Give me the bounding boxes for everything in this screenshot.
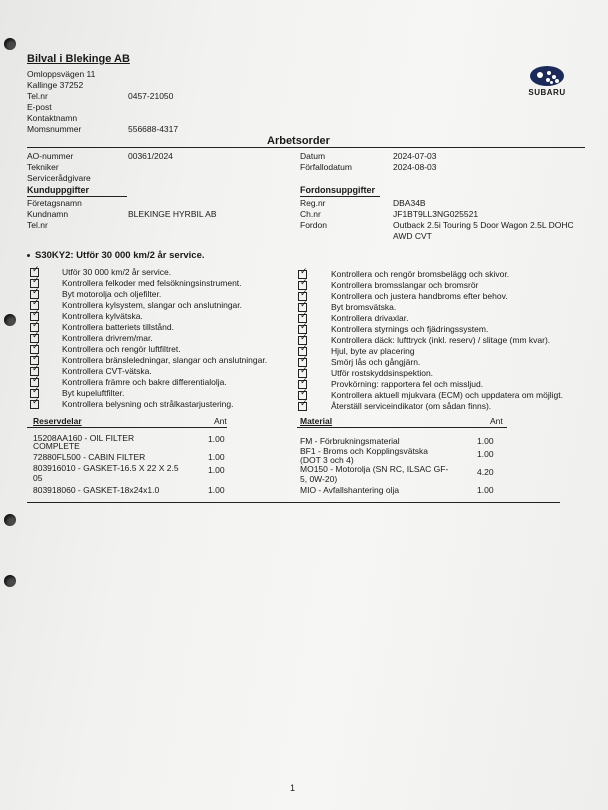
advisor-label: Servicerådgivare bbox=[27, 173, 91, 183]
due-label: Förfallodatum bbox=[300, 162, 352, 172]
divider bbox=[300, 196, 380, 197]
page-number: 1 bbox=[290, 783, 296, 793]
part-qty: 1.00 bbox=[208, 434, 225, 444]
checklist-item: Kontrollera batteriets tillstånd. bbox=[62, 322, 174, 332]
checklist-item: Kontrollera kylvätska. bbox=[62, 311, 143, 321]
material-qty: 1.00 bbox=[477, 485, 494, 495]
checklist-item: Byt kupeluftfilter. bbox=[62, 388, 125, 398]
customer-name: BLEKINGE HYRBIL AB bbox=[128, 209, 217, 219]
materials-qty-header: Ant bbox=[490, 416, 503, 426]
divider bbox=[297, 427, 507, 428]
company-name: Bilval i Blekinge AB bbox=[27, 53, 130, 65]
company-contact-label: Kontaktnamn bbox=[27, 113, 78, 123]
checklist-item: Kontrollera drivrem/mar. bbox=[62, 333, 153, 343]
company-name-label: Företagsnamn bbox=[27, 198, 82, 208]
model-label: Fordon bbox=[300, 220, 327, 230]
material-row-cont: (DOT 3 och 4) bbox=[300, 455, 354, 465]
parts-header: Reservdelar bbox=[33, 416, 82, 426]
divider bbox=[27, 427, 227, 428]
company-email-label: E-post bbox=[27, 102, 52, 112]
part-row: 803916010 - GASKET-16.5 X 22 X 2.5 bbox=[33, 463, 179, 473]
checkbox-checked-icon bbox=[298, 402, 307, 411]
material-row: MO150 - Motorolja (SN RC, ILSAC GF- bbox=[300, 464, 449, 474]
pleiades-icon bbox=[530, 66, 564, 86]
date-label: Datum bbox=[300, 151, 326, 161]
checklist-item: Kontrollera aktuell mjukvara (ECM) och uppdatera om möjligt. bbox=[331, 390, 563, 400]
material-qty: 1.00 bbox=[477, 449, 494, 459]
part-row: 15208AA160 - OIL FILTER bbox=[33, 433, 135, 443]
reg-label: Reg.nr bbox=[300, 198, 326, 208]
checklist-item: Återställ serviceindikator (om sådan finns). bbox=[331, 401, 492, 411]
part-row-cont: 05 bbox=[33, 473, 43, 483]
date-value: 2024-07-03 bbox=[393, 151, 437, 161]
part-qty: 1.00 bbox=[208, 452, 225, 462]
material-qty: 1.00 bbox=[477, 436, 494, 446]
ao-number: 00361/2024 bbox=[128, 151, 173, 161]
company-city: Kallinge 37252 bbox=[27, 80, 84, 90]
checklist-item: Kontrollera CVT-vätska. bbox=[62, 366, 152, 376]
checklist-item: Byt motorolja och oljefilter. bbox=[62, 289, 162, 299]
model-value-1: Outback 2.5i Touring 5 Door Wagon 2.5L DOHC bbox=[393, 220, 574, 230]
subaru-logo bbox=[520, 66, 574, 97]
material-qty: 4.20 bbox=[477, 467, 494, 477]
material-row-cont: 5, 0W-20) bbox=[300, 474, 338, 484]
company-street: Omloppsvägen 11 bbox=[27, 69, 96, 79]
materials-header: Material bbox=[300, 416, 333, 426]
part-qty: 1.00 bbox=[208, 465, 225, 475]
logo-text: SUBARU bbox=[528, 88, 566, 97]
material-row: BF1 - Broms och Kopplingsvätska bbox=[300, 446, 429, 456]
part-row: 72880FL500 - CABIN FILTER bbox=[33, 452, 146, 462]
customer-name-label: Kundnamn bbox=[27, 209, 69, 219]
service-heading: S30KY2: Utför 30 000 km/2 år service. bbox=[35, 250, 205, 261]
divider bbox=[27, 147, 585, 148]
checklist-item: Kontrollera och rengör luftfiltret. bbox=[62, 344, 181, 354]
vehicle-heading: Fordonsuppgifter bbox=[300, 185, 375, 195]
part-row-cont: COMPLETE bbox=[33, 441, 80, 451]
checkbox-checked-icon bbox=[30, 400, 39, 409]
checklist-item: Hjul, byte av placering bbox=[331, 346, 415, 356]
checklist-item: Kontrollera bromsslangar och bromsrör bbox=[331, 280, 479, 290]
divider bbox=[27, 502, 560, 503]
checklist-item: Kontrollera kylsystem, slangar och anslutningar. bbox=[62, 300, 243, 310]
part-qty: 1.00 bbox=[208, 485, 225, 495]
company-tel: 0457-21050 bbox=[128, 91, 174, 101]
model-value-2: AWD CVT bbox=[393, 231, 432, 241]
checklist-item: Kontrollera och rengör bromsbelägg och skivor. bbox=[331, 269, 510, 279]
checklist-item: Kontrollera däck: lufttryck (inkl. reserv) / slitage (mm kvar). bbox=[331, 335, 551, 345]
customer-heading: Kunduppgifter bbox=[27, 185, 89, 195]
checklist-item: Kontrollera och justera handbroms efter behov. bbox=[331, 291, 508, 301]
checklist-item: Utför rostskyddsinspektion. bbox=[331, 368, 434, 378]
company-tel-label: Tel.nr bbox=[27, 91, 48, 101]
checklist-item: Kontrollera främre och bakre differentialolja. bbox=[62, 377, 227, 387]
part-row: 803918060 - GASKET-18x24x1.0 bbox=[33, 485, 160, 495]
punch-hole bbox=[4, 38, 16, 50]
bullet bbox=[27, 254, 30, 257]
parts-qty-header: Ant bbox=[214, 416, 227, 426]
checklist-item: Kontrollera belysning och strålkastarjustering. bbox=[62, 399, 234, 409]
chassis-value: JF1BT9LL3NG025521 bbox=[393, 209, 479, 219]
ao-label: AO-nummer bbox=[27, 151, 74, 161]
checklist-item: Kontrollera bränsleledningar, slangar och anslutningar. bbox=[62, 355, 268, 365]
checklist-item: Byt bromsvätska. bbox=[331, 302, 397, 312]
page-title: Arbetsorder bbox=[267, 135, 330, 147]
checklist-item: Provkörning: rapportera fel och missljud. bbox=[331, 379, 484, 389]
punch-hole bbox=[4, 314, 16, 326]
punch-hole bbox=[4, 575, 16, 587]
company-vat: 556688-4317 bbox=[128, 124, 179, 134]
material-row: MIO - Avfallshantering olja bbox=[300, 485, 400, 495]
reg-value: DBA34B bbox=[393, 198, 426, 208]
checklist-item: Smörj lås och gångjärn. bbox=[331, 357, 421, 367]
checklist-item: Kontrollera felkoder med felsökningsinstrument. bbox=[62, 278, 242, 288]
checklist-item: Kontrollera styrnings och fjädringssystem. bbox=[331, 324, 489, 334]
checklist-item: Kontrollera drivaxlar. bbox=[331, 313, 409, 323]
punch-hole bbox=[4, 514, 16, 526]
tech-label: Tekniker bbox=[27, 162, 59, 172]
material-row: FM - Förbrukningsmaterial bbox=[300, 436, 400, 446]
due-value: 2024-08-03 bbox=[393, 162, 437, 172]
chassis-label: Ch.nr bbox=[300, 209, 321, 219]
customer-tel-label: Tel.nr bbox=[27, 220, 48, 230]
checklist-item: Utför 30 000 km/2 år service. bbox=[62, 267, 172, 277]
divider bbox=[27, 196, 127, 197]
company-vat-label: Momsnummer bbox=[27, 124, 82, 134]
